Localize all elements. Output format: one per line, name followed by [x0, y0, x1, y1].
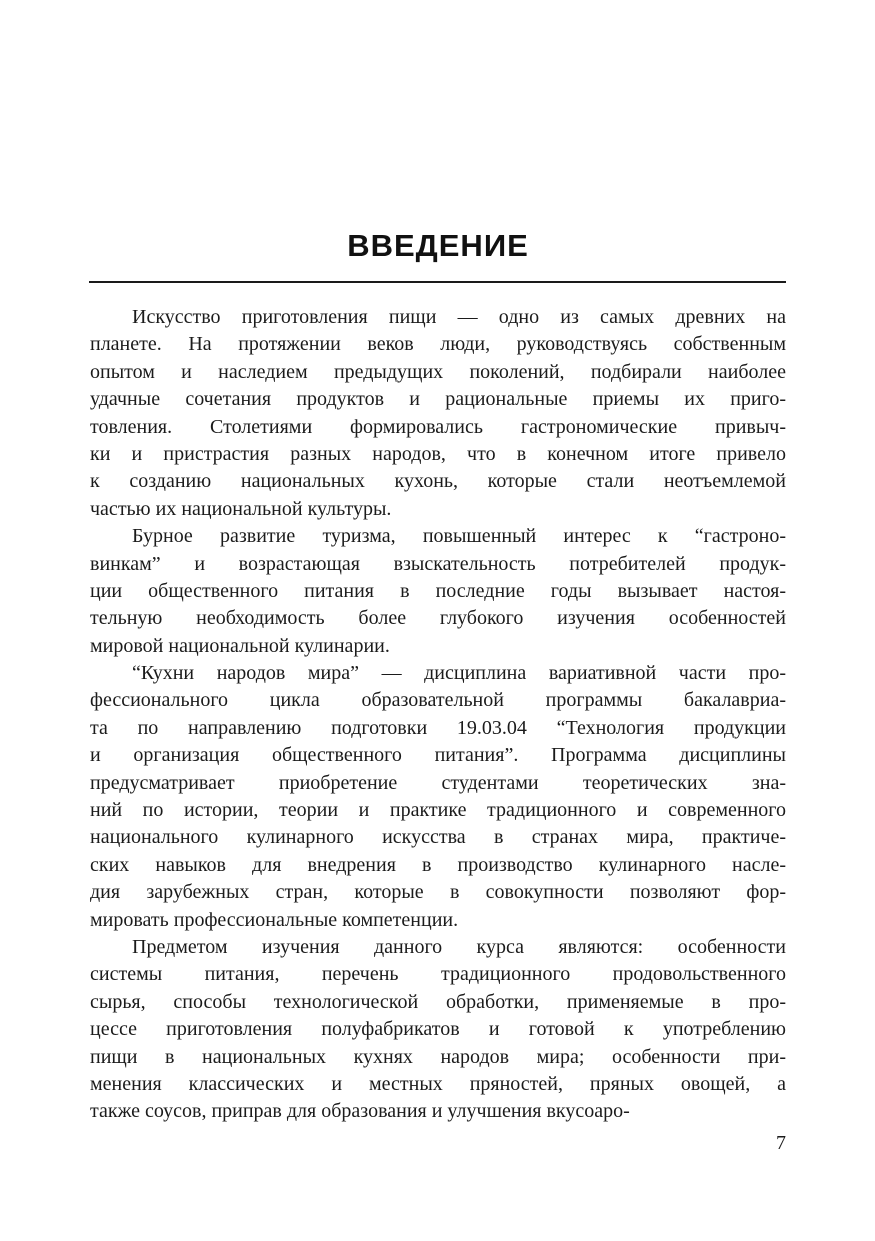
text-line: опытом и наследием предыдущих поколений, подбирали наиболее: [90, 360, 786, 383]
text-line: мировой национальной кулинарии.: [90, 634, 390, 657]
text-line: предусматривает приобретение студентами теоретических зна-: [90, 771, 786, 794]
paragraph: [90, 934, 786, 1126]
text-line: ских навыков для внедрения в производство кулинарного насле-: [90, 853, 786, 876]
text-line: та по направлению подготовки 19.03.04 “Технология продукции: [90, 716, 786, 739]
paragraph: [90, 523, 786, 660]
paragraph: [90, 660, 786, 934]
body-text: [90, 304, 786, 1126]
text-line: цессе приготовления полуфабрикатов и готовой к употреблению: [90, 1018, 786, 1041]
text-line: удачные сочетания продуктов и рациональные приемы их приго-: [90, 388, 786, 411]
text-line: “Кухни народов мира” — дисциплина вариативной части про-: [132, 662, 786, 685]
text-line: национального кулинарного искусства в странах мира, практиче-: [90, 826, 786, 849]
text-line: ции общественного питания в последние годы вызывает настоя-: [90, 579, 786, 602]
title-divider: [89, 281, 786, 283]
text-line: ки и пристрастия разных народов, что в конечном итоге привело: [90, 442, 786, 465]
page-title: ВВЕДЕНИЕ: [347, 228, 529, 263]
text-line: Предметом изучения данного курса являются: особенности: [132, 935, 786, 958]
paragraph: [90, 304, 786, 523]
text-line: планете. На протяжении веков люди, руководствуясь собственным: [90, 333, 786, 356]
text-line: тельную необходимость более глубокого изучения особенностей: [90, 607, 786, 630]
page-number: 7: [776, 1132, 786, 1154]
text-line: дия зарубежных стран, которые в совокупности позволяют фор-: [90, 881, 786, 904]
text-line: к созданию национальных кухонь, которые стали неотъемлемой: [90, 470, 786, 493]
text-line: винкам” и возрастающая взыскательность потребителей продук-: [90, 552, 786, 575]
text-line: менения классических и местных пряностей, пряных овощей, а: [90, 1072, 786, 1095]
text-line: товления. Столетиями формировались гастрономические привыч-: [90, 415, 786, 438]
text-line: фессионального цикла образовательной программы бакалавриа-: [90, 689, 786, 712]
text-line: Бурное развитие туризма, повышенный интерес к “гастроно-: [132, 525, 786, 548]
text-line: мировать профессиональные компетенции.: [90, 908, 459, 931]
text-line: сырья, способы технологической обработки, применяемые в про-: [90, 990, 786, 1013]
text-line: частью их национальной культуры.: [90, 497, 392, 520]
text-line: пищи в национальных кухнях народов мира; особенности при-: [90, 1045, 786, 1068]
text-line: ний по истории, теории и практике традиционного и современного: [90, 799, 786, 822]
text-line: и организация общественного питания”. Программа дисциплины: [90, 744, 786, 767]
text-line: Искусство приготовления пищи — одно из самых древних на: [132, 306, 786, 328]
text-line: системы питания, перечень традиционного продовольственного: [90, 963, 786, 986]
text-line: также соусов, приправ для образования и улучшения вкусоаро-: [90, 1100, 630, 1123]
